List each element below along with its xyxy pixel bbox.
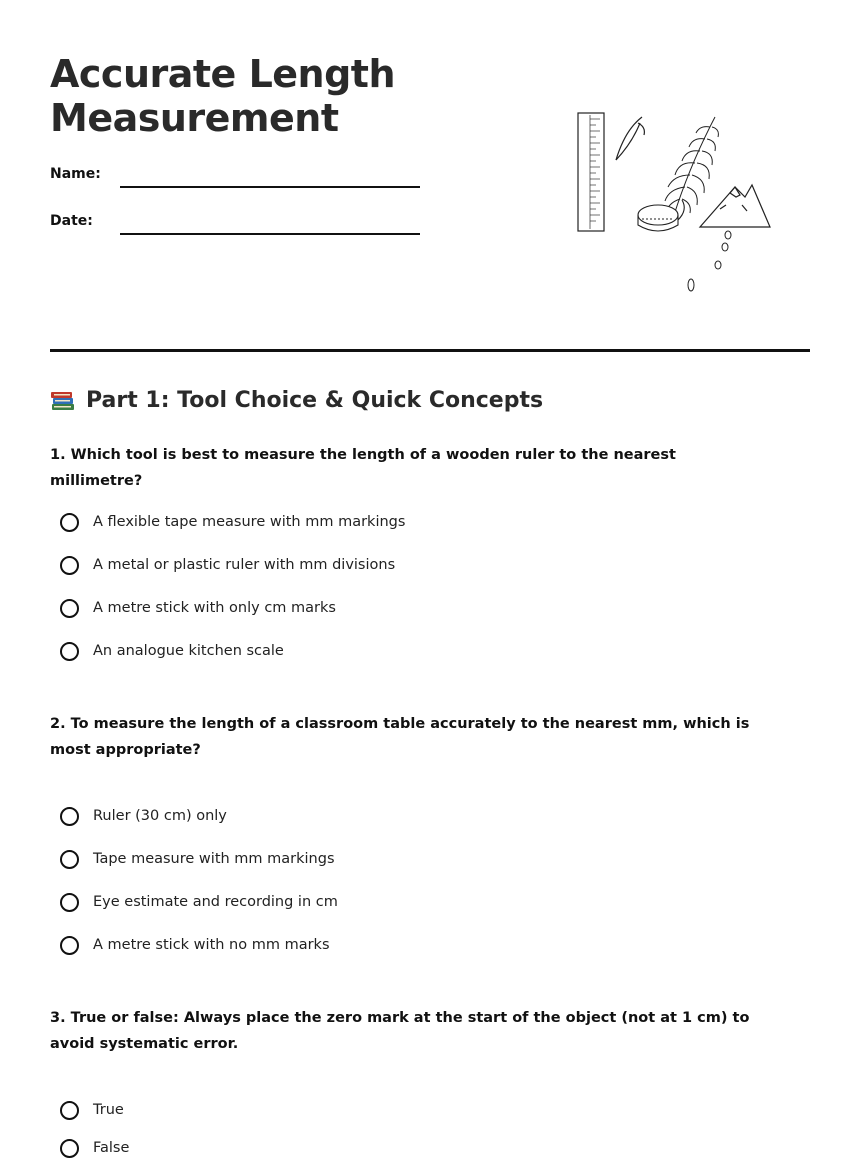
section-title: Part 1: Tool Choice & Quick Concepts bbox=[86, 388, 544, 413]
option-label: A metre stick with only cm marks bbox=[93, 600, 336, 616]
q1-option-4[interactable] bbox=[60, 638, 284, 664]
date-label: Date: bbox=[50, 213, 93, 229]
worksheet-title bbox=[50, 52, 395, 140]
q2-option-2[interactable] bbox=[60, 846, 335, 872]
option-label: Ruler (30 cm) only bbox=[93, 808, 227, 824]
radio-icon[interactable] bbox=[60, 513, 79, 532]
radio-icon[interactable] bbox=[60, 599, 79, 618]
mountain-icon bbox=[700, 185, 770, 227]
q1-option-1[interactable] bbox=[60, 509, 405, 535]
radio-icon[interactable] bbox=[60, 807, 79, 826]
date-field-line[interactable] bbox=[120, 233, 420, 235]
option-label: Tape measure with mm markings bbox=[93, 851, 335, 867]
name-field-line[interactable] bbox=[120, 186, 420, 188]
radio-icon[interactable] bbox=[60, 936, 79, 955]
books-icon bbox=[50, 389, 76, 413]
header-divider bbox=[50, 349, 810, 352]
option-label: An analogue kitchen scale bbox=[93, 643, 284, 659]
q1-option-2[interactable] bbox=[60, 552, 395, 578]
q2-option-4[interactable] bbox=[60, 932, 330, 958]
radio-icon[interactable] bbox=[60, 1101, 79, 1120]
title-line-1: Accurate Length bbox=[50, 52, 396, 96]
q3-option-1[interactable] bbox=[60, 1097, 124, 1123]
title-line-2: Measurement bbox=[50, 96, 339, 140]
radio-icon[interactable] bbox=[60, 556, 79, 575]
radio-icon[interactable] bbox=[60, 893, 79, 912]
q2-option-1[interactable] bbox=[60, 803, 227, 829]
q2-option-3[interactable] bbox=[60, 889, 338, 915]
radio-icon[interactable] bbox=[60, 642, 79, 661]
name-label: Name: bbox=[50, 166, 101, 182]
radio-icon[interactable] bbox=[60, 1139, 79, 1158]
quill-icon bbox=[616, 117, 644, 160]
question-3: 3. True or false: Always place the zero mark at the start of the object (not at 1 cm) to avoid systematic error. bbox=[50, 1010, 750, 1052]
q3-option-2[interactable] bbox=[60, 1135, 129, 1161]
ruler-icon bbox=[578, 113, 604, 231]
option-label: A metre stick with no mm marks bbox=[93, 937, 330, 953]
option-label: True bbox=[93, 1102, 124, 1118]
option-label: Eye estimate and recording in cm bbox=[93, 894, 338, 910]
footprints-icon bbox=[688, 231, 731, 291]
section-heading bbox=[50, 388, 543, 413]
q1-option-3[interactable] bbox=[60, 595, 336, 621]
option-label: False bbox=[93, 1140, 130, 1156]
question-2: 2. To measure the length of a classroom table accurately to the nearest mm, which is most appropriate? bbox=[50, 716, 750, 758]
measurement-tools-illustration bbox=[570, 105, 780, 300]
option-label: A flexible tape measure with mm markings bbox=[93, 514, 406, 530]
radio-icon[interactable] bbox=[60, 850, 79, 869]
option-label: A metal or plastic ruler with mm divisions bbox=[93, 557, 396, 573]
question-1: 1. Which tool is best to measure the length of a wooden ruler to the nearest millimetre? bbox=[50, 447, 676, 489]
fern-icon bbox=[665, 117, 718, 215]
